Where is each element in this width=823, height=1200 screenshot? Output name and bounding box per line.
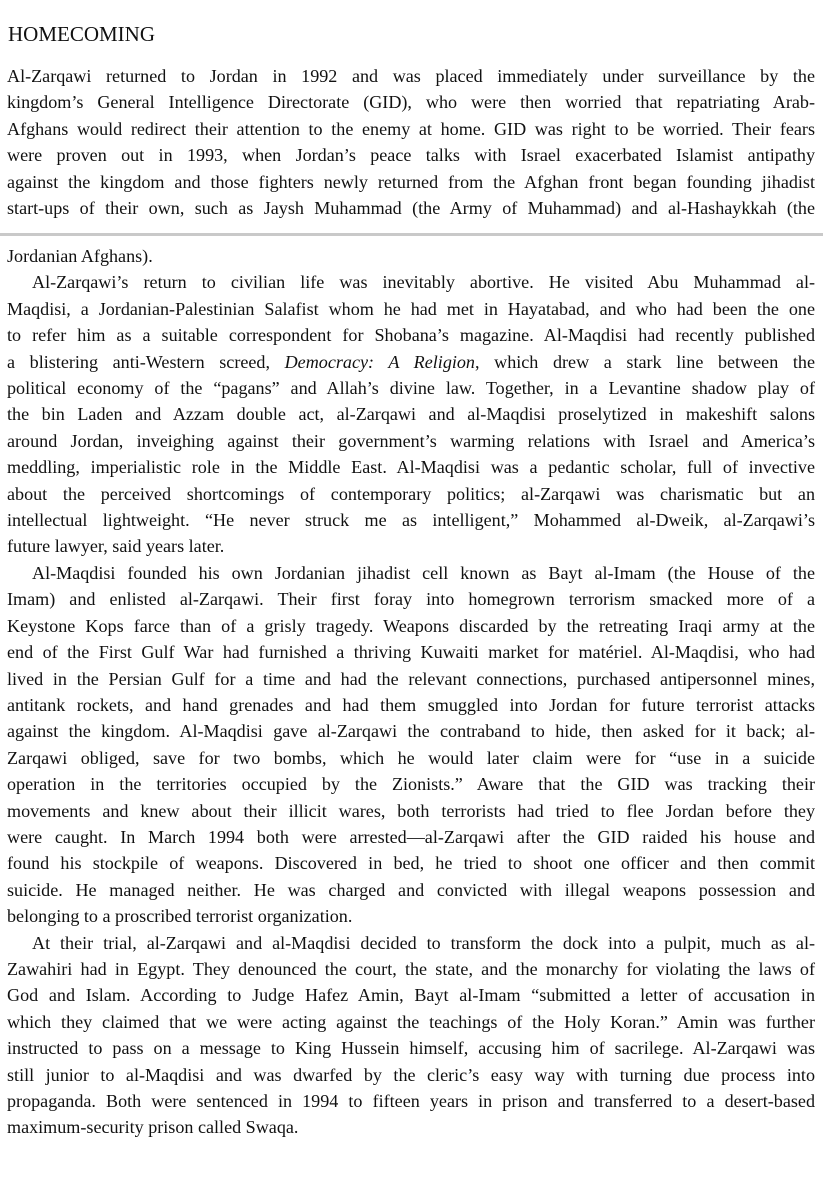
text-line: [7, 349, 815, 375]
text-fragment: , which drew a stark line between the: [474, 351, 815, 372]
page-divider: [0, 233, 823, 236]
text-line: start-ups of their own, such as Jaysh Muhammad (the Army of Muhammad) and al-Hashaykkah (the: [7, 198, 815, 219]
text-line: found his stockpile of weapons. Discovered in bed, he tried to shoot one officer and then commit: [7, 853, 815, 874]
text-line: suicide. He managed neither. He was charged and convicted with illegal weapons possession and: [7, 879, 815, 900]
text-line: meddling, imperialistic role in the Middle East. Al-Maqdisi was a pedantic scholar, full of invective: [7, 457, 815, 478]
section-heading: HOMECOMING: [8, 22, 155, 46]
text-line: Jordanian Afghans).: [7, 246, 153, 266]
text-line: were caught. In March 1994 both were arrested—al-Zarqawi after the GID raided his house and: [7, 826, 815, 847]
text-line: about the perceived shortcomings of contemporary politics; al-Zarqawi was charismatic but an: [7, 483, 815, 504]
text-line: were proven out in 1993, when Jordan’s peace talks with Israel exacerbated Islamist antipathy: [7, 145, 815, 166]
text-line: movements and knew about their illicit wares, both terrorists had tried to flee Jordan before they: [7, 800, 815, 821]
text-line: Maqdisi, a Jordanian-Palestinian Salafist whom he had met in Hayatabad, and who had been the one: [7, 298, 815, 319]
text-line: lived in the Persian Gulf for a time and had the relevant connections, purchased antipersonnel mines,: [7, 668, 815, 689]
text-line: around Jordan, inveighing against their government’s warming relations with Israel and America’s: [7, 430, 815, 451]
text-line: against the kingdom. Al-Maqdisi gave al-Zarqawi the contraband to hide, then asked for it back; al-: [7, 721, 815, 742]
text-line: God and Islam. According to Judge Hafez Amin, Bayt al-Imam “submitted a letter of accusation in: [7, 985, 815, 1006]
text-line: Al-Zarqawi’s return to civilian life was inevitably abortive. He visited Abu Muhammad al-: [32, 272, 815, 293]
text-line: Afghans would redirect their attention to the enemy at home. GID was right to be worried. Their fears: [7, 118, 815, 139]
text-line: political economy of the “pagans” and Allah’s divine law. Together, in a Levantine shadow play of: [7, 378, 815, 399]
text-line: instructed to pass on a message to King Hussein himself, accusing him of sacrilege. Al-Zarqawi was: [7, 1038, 815, 1059]
text-line: operation in the territories occupied by the Zionists.” Aware that the GID was tracking their: [7, 774, 815, 795]
text-line: still junior to al-Maqdisi and was dwarfed by the cleric’s easy way with turning due process into: [7, 1064, 815, 1085]
text-line: which they claimed that we were acting against the teachings of the Holy Koran.” Amin was further: [7, 1011, 815, 1032]
text-line: Al-Maqdisi founded his own Jordanian jihadist cell known as Bayt al-Imam (the House of the: [32, 562, 815, 583]
text-line: kingdom’s General Intelligence Directorate (GID), who were then worried that repatriating Arab-: [7, 92, 815, 113]
opening-paragraph: [7, 63, 815, 221]
text-fragment: a blistering anti-Western screed,: [7, 351, 285, 372]
text-line: against the kingdom and those fighters newly returned from the Afghan front began founding jihadist: [7, 171, 815, 192]
text-line: intellectual lightweight. “He never struck me as intelligent,” Mohammed al-Dweik, al-Zarqawi’s: [7, 510, 815, 531]
text-line: At their trial, al-Zarqawi and al-Maqdisi decided to transform the dock into a pulpit, much as al-: [32, 932, 815, 953]
text-line: to refer him as a suitable correspondent for Shobana’s magazine. Al-Maqdisi had recently published: [7, 325, 815, 346]
text-line: future lawyer, said years later.: [7, 536, 225, 557]
text-line: belonging to a proscribed terrorist organization.: [7, 906, 353, 927]
text-line: propaganda. Both were sentenced in 1994 to fifteen years in prison and transferred to a desert-based: [7, 1091, 815, 1111]
text-line: Zarqawi obliged, save for two bombs, which he would later claim were for “use in a suicide: [7, 747, 815, 768]
text-line: Keystone Kops farce than of a grisly tragedy. Weapons discarded by the retreating Iraqi army at the: [7, 615, 815, 636]
text-line: the bin Laden and Azzam double act, al-Zarqawi and al-Maqdisi proselytized in makeshift salons: [7, 404, 815, 425]
text-line: end of the First Gulf War had furnished a thriving Kuwaiti market for matériel. Al-Maqdisi, who had: [7, 642, 815, 663]
text-line: Imam) and enlisted al-Zarqawi. Their first foray into homegrown terrorism smacked more of a: [7, 589, 815, 610]
text-line: antitank rockets, and hand grenades and had them smuggled into Jordan for future terrorist attacks: [7, 694, 815, 715]
text-line: Zawahiri had in Egypt. They denounced the court, the state, and the monarchy for violating the laws of: [7, 958, 815, 979]
text-line: Al-Zarqawi returned to Jordan in 1992 and was placed immediately under surveillance by the: [7, 66, 815, 86]
continued-text: [7, 243, 815, 1141]
text-line: maximum-security prison called Swaqa.: [7, 1117, 299, 1138]
book-title: Democracy: A Religion: [284, 351, 475, 372]
